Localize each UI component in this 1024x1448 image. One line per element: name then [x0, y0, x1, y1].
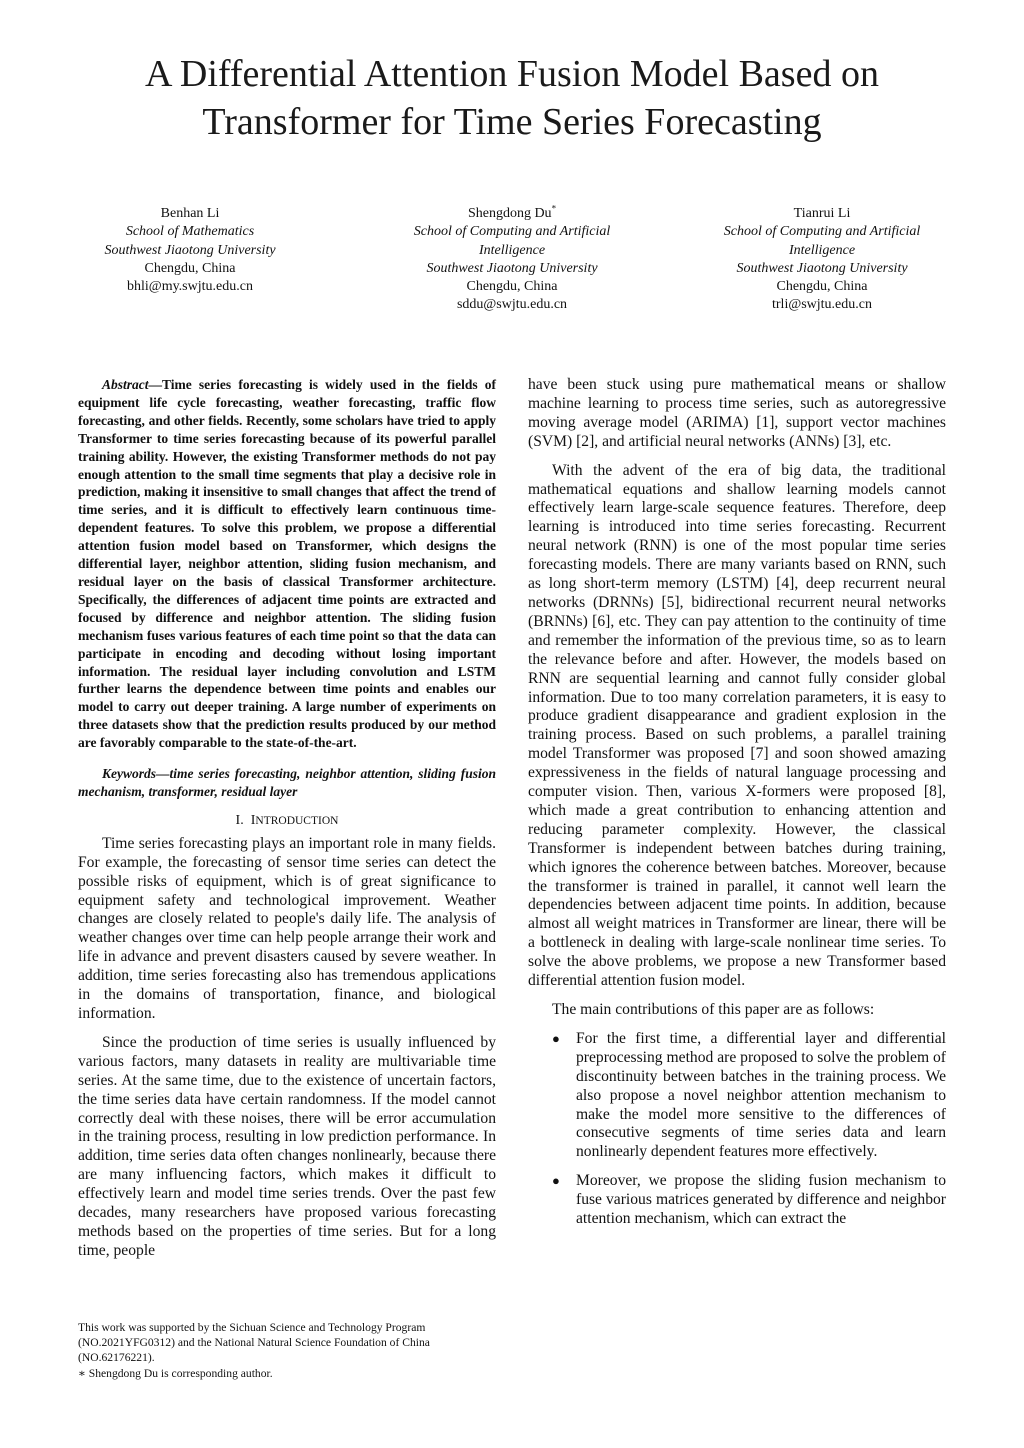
author-email: sddu@swjtu.edu.cn [456, 297, 568, 313]
author-city: Chengdu, China [776, 279, 868, 295]
abstract: Abstract—Time series forecasting is widely used in the fields of equipment life cycle forecasting, weather forecasting, traffic flow forecasting, and other fields. Recently, some scholars have tried to apply Transformer to time series forecasting because of its powerful parallel training ability. However, the existing Transformer methods do not pay enough attention to the small time segments that play a decisive role in prediction, making it insensitive to small changes that affect the trend of time series, and it is difficult to effectively learn continuous time-dependent features. To solve this problem, we propose a differential attention fusion model based on Transformer, which designs the differential layer, neighbor attention, sliding fusion mechanism, and residual layer on the basis of classical Transformer architecture. Specifically, the differences of adjacent time points are extracted and focused by difference and neighbor attention. The sliding fusion mechanism fuses various features of each time point so that the data can participate in encoding and decoding without losing important information. The residual layer including convolution and LSTM further learns the dependence between time points and enables our model to carry out deeper training. A large number of experiments on three datasets show that the prediction results produced by our method are favorably comparable to the state-of-the-art. [78, 377, 496, 751]
author-city: Chengdu, China [144, 260, 236, 276]
right-column [528, 376, 946, 1239]
author-block-3 [672, 205, 972, 315]
author-affiliation: School of Computing and Artificial [723, 224, 921, 240]
keywords: Keywords—time series forecasting, neighbor attention, sliding fusion mechanism, transformer, residual layer [78, 766, 496, 799]
abstract-label: Abstract [102, 377, 149, 392]
author-block-1 [40, 205, 340, 296]
author-affiliation: Intelligence [478, 242, 546, 258]
author-affiliation: Intelligence [788, 242, 856, 258]
author-email: trli@swjtu.edu.cn [772, 297, 872, 313]
section-heading-introduction: I. INTRODUCTION [235, 812, 339, 828]
author-affiliation: Southwest Jiaotong University [104, 242, 276, 258]
abstract-text: Time series forecasting is widely used in the fields of equipment life cycle forecasting, weather forecasting, traffic flow forecasting, and other fields. Recently, some scholars have tried to apply Transformer to time series forecasting because of its powerful parallel training ability. However, the existing Transformer methods do not pay enough attention to the small time segments that play a decisive role in prediction, making it insensitive to small changes that affect the trend of time series, and it is difficult to effectively learn continuous time-dependent features. To solve this problem, we propose a differential attention fusion model based on Transformer, which designs the differential layer, neighbor attention, sliding fusion mechanism, and residual layer on the basis of classical Transformer architecture. Specifically, the differences of adjacent time points are extracted and focused by difference and neighbor attention. The sliding fusion mechanism fuses various features of each time point so that the data can participate in encoding and decoding without losing important information. The residual layer including convolution and LSTM further learns the dependence between time points and enables our model to carry out deeper training. A large number of experiments on three datasets show that the prediction results produced by our method are favorably comparable to the state-of-the-art. [78, 377, 496, 751]
corresponding-author-footnote: ∗ Shengdong Du is corresponding author. [78, 1366, 273, 1380]
keywords-label: Keywords [102, 766, 156, 782]
footnotes [78, 1320, 508, 1381]
contributions-list [528, 1030, 946, 1229]
keywords-text: time series forecasting, neighbor attention, sliding fusion mechanism, transformer, residual layer [78, 766, 496, 799]
list-item: ● Moreover, we propose the sliding fusion mechanism to fuse various matrices generated by difference and neighbor attention mechanism, which can extract the [552, 1172, 946, 1228]
left-column [78, 376, 496, 1271]
author-affiliation: Southwest Jiaotong University [426, 260, 598, 276]
title-line-2: Transformer for Time Series Forecasting [202, 101, 822, 143]
author-email: bhli@my.swjtu.edu.cn [127, 279, 253, 295]
author-affiliation: School of Mathematics [125, 224, 255, 240]
intro-paragraph-1: Time series forecasting plays an important role in many fields. For example, the forecasting of sensor time series can detect the possible risks of equipment, which is of great significance to equipment safety and technological improvement. Weather changes are closely related to people's daily life. The analysis of weather changes over time can help people arrange their work and life in advance and prevent disasters caused by severe weather. In addition, time series forecasting also has tremendous applications in the domains of transportation, finance, and biological information. [78, 834, 496, 1022]
title-line-1: A Differential Attention Fusion Model Based on [145, 53, 879, 95]
author-name: Shengdong Du* [467, 203, 557, 221]
list-item: ● For the first time, a differential layer and differential preprocessing method are proposed to solve the problem of discontinuity between batches in the training process. We also propose a novel neighbor attention mechanism to make the model more sensitive to the differences of consecutive segments of time series data and learn nonlinearly dependent features more effectively. [552, 1029, 946, 1161]
author-affiliation: Southwest Jiaotong University [736, 260, 908, 276]
bullet-icon: ● [552, 1030, 560, 1046]
funding-footnote: This work was supported by the Sichuan Science and Technology Program (NO.2021YFG0312) and the National Natural Science Foundation of China (NO.62176221). [78, 1321, 430, 1365]
author-city: Chengdu, China [466, 279, 558, 295]
intro-paragraph-2: Since the production of time series is usually influenced by various factors, many datasets in reality are multivariable time series. At the same time, due to the existence of uncertain factors, the time series data have certain randomness. If the model cannot correctly deal with these noises, there will be error accumulation in the training process, resulting in low prediction performance. In addition, time series data often changes nonlinearly, because there are many influencing factors, which makes it difficult to effectively learn and model time series trends. Over the past few decades, many researchers have proposed various forecasting methods based on the properties of time series. But for a long time, people [78, 1033, 496, 1259]
intro-paragraph-4: The main contributions of this paper are as follows: [552, 1001, 875, 1018]
paper-title [60, 50, 964, 146]
author-block-2 [362, 205, 662, 315]
bullet-icon: ● [552, 1173, 560, 1189]
author-name: Tianrui Li [793, 206, 851, 221]
author-affiliation: School of Computing and Artificial [413, 224, 611, 240]
corresponding-mark: * [551, 203, 557, 214]
intro-paragraph-3: With the advent of the era of big data, the traditional mathematical equations and shallow learning models cannot effectively learn large-scale sequence features. Therefore, deep learning is introduced into time series forecasting. Recurrent neural network (RNN) is one of the most popular time series forecasting models. There are many variants based on RNN, such as long short-term memory (LSTM) [4], deep recurrent neural networks (DRNNs) [5], bidirectional recurrent neural networks (BRNNs) [6], etc. They can pay attention to the continuity of time and remember the information of the previous time, so as to learn the relevance before and after. However, the models based on RNN are sequential learning and cannot fully consider global information. Due to too many correlation parameters, it is easy to produce gradient disappearance and gradient explosion in the training process. Based on such problems, a parallel training model Transformer was proposed [7] and soon showed amazing expressiveness in the fields of natural language processing and computer vision. Then, various X-formers were proposed [8], which made a great contribution to enhancing attention and reducing parameter complexity. However, the classical Transformer is independent between batches during training, which ignores the coherence between batches. Moreover, because the transformer is trained in parallel, it cannot well learn the dependencies between adjacent time points. In addition, because almost all weight matrices in Transformer are linear, there will be a bottleneck in dealing with large-scale nonlinear time series. To solve the above problems, we propose a new Transformer based differential attention fusion model. [528, 461, 946, 990]
author-name: Benhan Li [160, 206, 220, 221]
intro-paragraph-2-continued: have been stuck using pure mathematical means or shallow machine learning to process time series, such as autoregressive moving average model (ARIMA) [1], support vector machines (SVM) [2], and artificial neural networks (ANNs) [3], etc. [528, 376, 946, 450]
